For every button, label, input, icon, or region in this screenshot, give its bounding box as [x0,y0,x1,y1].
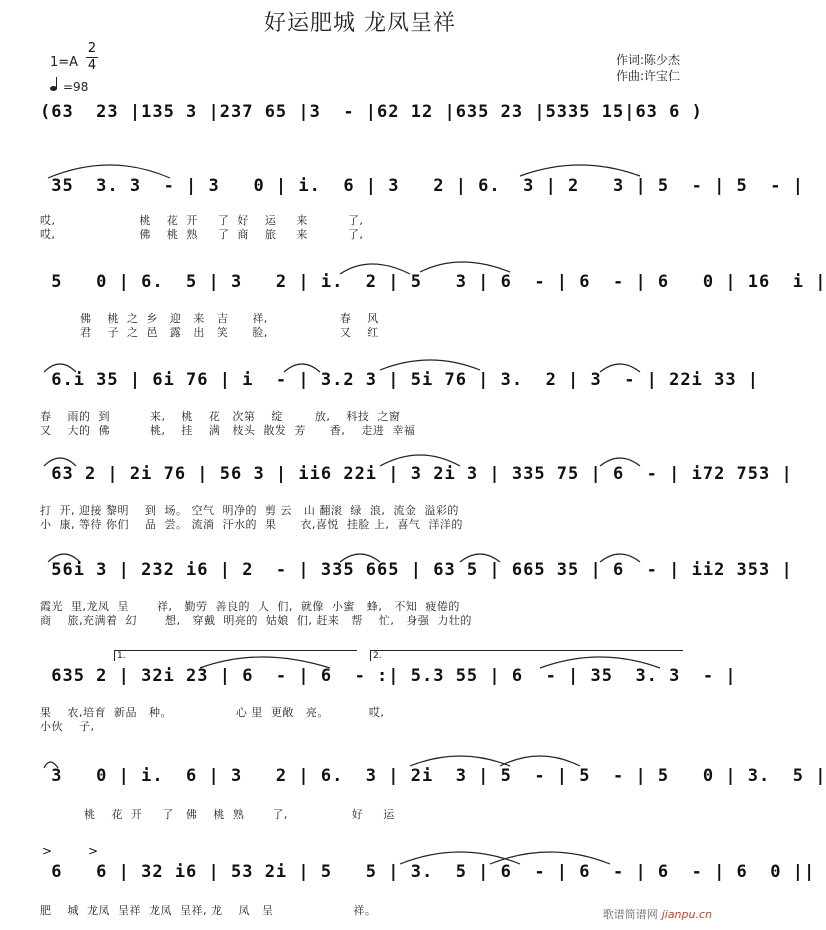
time-signature-bottom: 4 [87,58,97,73]
credits [616,52,680,84]
notation-line: (63 23 |135 3 |237 65 |3 - |62 12 |635 23 |5335 15|63 6 ) [40,102,703,122]
notation-line: 5 0 | 6. 5 | 3 2 | i. 2 | 5 3 | 6 - | 6 - | 6 0 | 16 i | [40,272,826,292]
quarter-note-icon [50,86,57,91]
volta-first: 1. [114,650,357,661]
notation-line: 35 3. 3 - | 3 0 | i. 6 | 3 2 | 6. 3 | 2 3 | 5 - | 5 - | [40,176,804,196]
lyric-verse-1: 打 开, 迎接 黎明 到 场。 空气 明净的 剪 云 山 翻滚 绿 浪, 流金 溢彩的 [40,504,459,517]
volta-second: 2. [370,650,683,661]
lyric-verse-1: 春 雨的 到 来, 桃 花 次第 绽 放, 科技 之窗 [40,410,401,423]
notation-line: 63 2 | 2i 76 | 56 3 | ii6 22i | 3 2i 3 | 335 75 | 6 - | i72 753 | [40,464,793,484]
time-signature-top: 2 [87,41,97,56]
lyric-verse-2: 商 旅,充满着 幻 想, 穿戴 明亮的 姑娘 们, 赶来 帮 忙, 身强 力壮的 [40,614,472,627]
notation-line: 56i 3 | 232 i6 | 2 - | 335 665 | 63 5 | 665 35 | 6 - | ii2 353 | [40,560,793,580]
tempo-marking [50,80,88,94]
notation-line: 6 6 | 32 i6 | 53 2i | 5 5 | 3. 5 | 6 - | 6 - | 6 - | 6 0 || [40,862,816,882]
lyric-verse-2: 哎, 佛 桃 熟 了 商 旅 来 了, [40,228,364,241]
lyric-verse-1: 哎, 桃 花 开 了 好 运 来 了, [40,214,364,227]
lyric-verse-2: 小伙 子, [40,720,95,733]
accent-mark-icon: > [42,844,53,858]
composer: 作曲:许宝仁 [615,69,680,83]
page-title: 好运肥城 龙凤呈祥 [264,11,456,36]
watermark-site: 歌谱简谱网 [602,908,658,921]
watermark [603,906,712,922]
lyric-verse-1: 霞光 里,龙凤 呈 祥, 勤劳 善良的 人 们, 就像 小蜜 蜂, 不知 疲倦的 [40,600,460,613]
time-signature [86,42,98,73]
notation-line: 635 2 | 32i 23 | 6 - | 6 - :| 5.3 55 | 6 - | 35 3. 3 - | [40,666,737,686]
watermark-url: jianpu.cn [661,908,712,921]
key-signature: 1=A [50,55,79,70]
notation-line: 3 0 | i. 6 | 3 2 | 6. 3 | 2i 3 | 5 - | 5 - | 5 0 | 3. 5 | [40,766,826,786]
lyric-verse-1: 佛 桃 之 乡 迎 来 吉 祥, 春 风 [40,312,379,325]
lyric-verse-1: 果 农,培育 新品 种。 心 里 更敞 亮。 哎, [40,706,385,719]
lyricist: 作词:陈少杰 [615,53,680,67]
lyric-verse-2: 小 康, 等待 你们 品 尝。 流淌 汗水的 果 衣,喜悦 挂脸 上, 喜气 洋洋的 [40,518,463,531]
accent-mark-icon: > [88,844,99,858]
notation-line: 6.i 35 | 6i 76 | i - | 3.2 3 | 5i 76 | 3. 2 | 3 - | 22i 33 | [40,370,760,390]
lyric-verse-2: 君 子 之 邑 露 出 笑 脸, 又 红 [40,326,379,339]
lyric-verse-2: 又 大的 佛 桃, 挂 满 枝头 散发 芳 香, 走进 幸福 [40,424,416,437]
lyric-verse-1: 桃 花 开 了 佛 桃 熟 了, 好 运 [40,808,395,821]
tempo-value: =98 [63,80,89,94]
lyric-verse-1: 肥 城 龙凤 呈祥 龙凤 呈祥, 龙 凤 呈 祥。 [40,904,377,917]
